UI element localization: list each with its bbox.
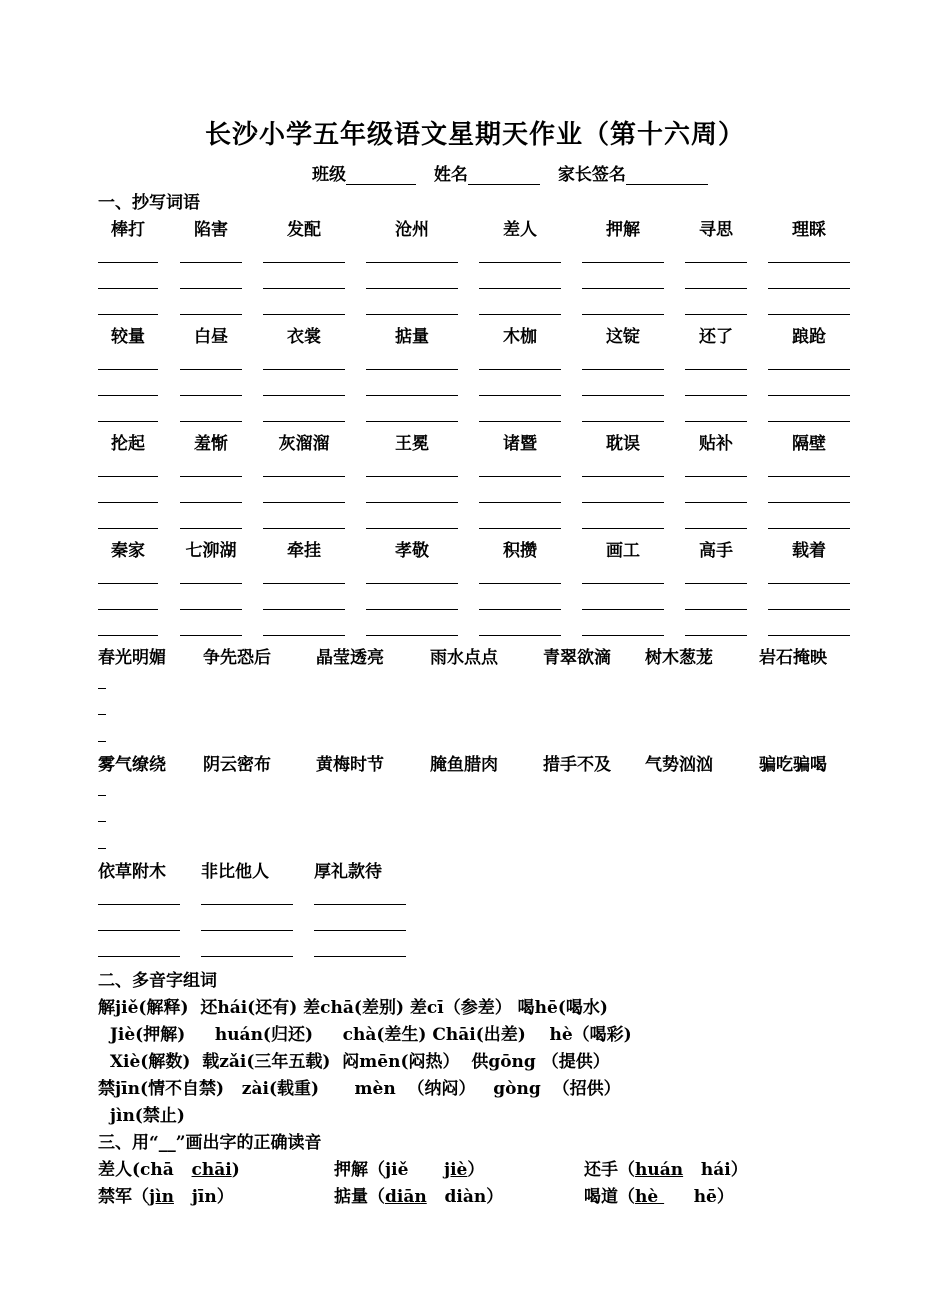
idiom: 阴云密布 (203, 755, 271, 775)
pronunciation-item (584, 1182, 734, 1207)
copy-word: 七泖湖 (185, 541, 237, 561)
writing-line[interactable] (98, 741, 106, 742)
writing-line[interactable] (479, 288, 561, 289)
writing-line[interactable] (201, 904, 293, 905)
writing-line[interactable] (582, 502, 664, 503)
writing-line[interactable] (201, 956, 293, 957)
underlined-answer: diān (385, 1187, 427, 1207)
writing-line[interactable] (263, 502, 345, 503)
copy-word: 寻思 (699, 220, 733, 240)
writing-line[interactable] (479, 528, 561, 529)
writing-line[interactable] (479, 609, 561, 610)
copy-word: 贴补 (699, 434, 733, 454)
writing-line[interactable] (768, 262, 850, 263)
student-info (312, 160, 708, 185)
writing-line[interactable] (685, 583, 747, 584)
writing-line[interactable] (180, 421, 242, 422)
idiom: 非比他人 (201, 862, 269, 882)
writing-line[interactable] (366, 476, 458, 477)
writing-line[interactable] (180, 635, 242, 636)
writing-line[interactable] (263, 421, 345, 422)
copy-word: 陷害 (194, 220, 228, 240)
copy-word: 羞惭 (194, 434, 228, 454)
writing-line[interactable] (479, 395, 561, 396)
idiom: 春光明媚 (98, 648, 166, 668)
writing-line[interactable] (98, 395, 158, 396)
writing-line[interactable] (98, 528, 158, 529)
writing-line[interactable] (180, 288, 242, 289)
writing-line[interactable] (479, 635, 561, 636)
writing-line[interactable] (768, 476, 850, 477)
copy-word: 载着 (792, 541, 826, 561)
writing-line[interactable] (768, 528, 850, 529)
writing-line[interactable] (366, 262, 458, 263)
pronunciation-item (334, 1155, 484, 1180)
item-text: 押解（jiě (334, 1160, 444, 1180)
writing-line[interactable] (479, 314, 561, 315)
idiom: 雨水点点 (430, 648, 498, 668)
item-text: hái） (683, 1160, 748, 1180)
writing-line[interactable] (263, 369, 345, 370)
writing-line[interactable] (366, 314, 458, 315)
item-text: diàn） (426, 1187, 504, 1207)
idiom: 岩石掩映 (759, 648, 827, 668)
writing-line[interactable] (366, 635, 458, 636)
copy-word: 较量 (111, 327, 145, 347)
pronunciation-item (98, 1182, 234, 1207)
writing-line[interactable] (314, 904, 406, 905)
writing-line[interactable] (366, 421, 458, 422)
copy-word: 掂量 (395, 327, 429, 347)
writing-line[interactable] (768, 288, 850, 289)
writing-line[interactable] (366, 583, 458, 584)
writing-line[interactable] (366, 502, 458, 503)
copy-word: 诸暨 (503, 434, 537, 454)
idiom: 气势汹汹 (645, 755, 713, 775)
writing-line[interactable] (768, 421, 850, 422)
writing-line[interactable] (98, 421, 158, 422)
writing-line[interactable] (768, 369, 850, 370)
idiom: 晶莹透亮 (316, 648, 384, 668)
writing-line[interactable] (582, 288, 664, 289)
copy-word: 牵挂 (287, 541, 321, 561)
copy-word: 沧州 (395, 220, 429, 240)
name-field[interactable] (468, 168, 540, 185)
writing-line[interactable] (768, 583, 850, 584)
polyphone-line: 禁jīn(情不自禁) zài(载重) mèn （纳闷） gòng （招供） (98, 1079, 621, 1099)
writing-line[interactable] (263, 262, 345, 263)
writing-line[interactable] (768, 502, 850, 503)
writing-line[interactable] (180, 476, 242, 477)
writing-line[interactable] (98, 714, 106, 715)
copy-word: 棒打 (111, 220, 145, 240)
writing-line[interactable] (685, 369, 747, 370)
copy-word: 这锭 (606, 327, 640, 347)
writing-line[interactable] (263, 288, 345, 289)
writing-line[interactable] (263, 476, 345, 477)
item-text: 差人(chā (98, 1160, 192, 1180)
writing-line[interactable] (582, 635, 664, 636)
underlined-answer: jìn (149, 1187, 174, 1207)
writing-line[interactable] (768, 635, 850, 636)
idiom: 青翠欲滴 (543, 648, 611, 668)
copy-word: 耽误 (606, 434, 640, 454)
writing-line[interactable] (685, 262, 747, 263)
writing-line[interactable] (98, 583, 158, 584)
copy-word: 王冕 (395, 434, 429, 454)
writing-line[interactable] (479, 583, 561, 584)
writing-line[interactable] (98, 369, 158, 370)
item-text: 禁军（ (98, 1187, 149, 1207)
copy-word: 木枷 (503, 327, 537, 347)
writing-line[interactable] (263, 609, 345, 610)
polyphone-line: 解jiě(解释) 还hái(还有) 差chā(差别) 差cī（参差） 喝hē(喝水) (98, 998, 608, 1018)
writing-line[interactable] (180, 502, 242, 503)
writing-line[interactable] (768, 314, 850, 315)
writing-line[interactable] (180, 395, 242, 396)
idiom: 雾气缭绕 (98, 755, 166, 775)
writing-line[interactable] (582, 476, 664, 477)
writing-line[interactable] (685, 502, 747, 503)
idiom: 腌鱼腊肉 (430, 755, 498, 775)
copy-word: 秦家 (111, 541, 145, 561)
writing-line[interactable] (180, 262, 242, 263)
idiom: 争先恐后 (203, 648, 271, 668)
copy-word: 还了 (699, 327, 733, 347)
item-text: 喝道（ (584, 1187, 635, 1207)
writing-line[interactable] (263, 583, 345, 584)
pronunciation-item (334, 1182, 503, 1207)
writing-line[interactable] (582, 395, 664, 396)
writing-line[interactable] (366, 288, 458, 289)
writing-line[interactable] (201, 930, 293, 931)
copy-word: 衣裳 (287, 327, 321, 347)
writing-line[interactable] (479, 502, 561, 503)
writing-line[interactable] (98, 635, 158, 636)
class-field[interactable] (346, 168, 416, 185)
writing-line[interactable] (180, 609, 242, 610)
item-text: ） (467, 1160, 485, 1180)
copy-word: 踉跄 (792, 327, 826, 347)
writing-line[interactable] (180, 528, 242, 529)
writing-line[interactable] (180, 369, 242, 370)
section2-heading: 二、多音字组词 (98, 971, 217, 991)
writing-line[interactable] (98, 476, 158, 477)
writing-line[interactable] (582, 609, 664, 610)
writing-line[interactable] (98, 288, 158, 289)
underlined-answer: jiè (443, 1160, 468, 1180)
idiom: 黄梅时节 (316, 755, 384, 775)
idiom: 骗吃骗喝 (759, 755, 827, 775)
writing-line[interactable] (180, 314, 242, 315)
writing-line[interactable] (263, 635, 345, 636)
copy-word: 画工 (606, 541, 640, 561)
writing-line[interactable] (479, 369, 561, 370)
writing-line[interactable] (685, 635, 747, 636)
pronunciation-item (584, 1155, 748, 1180)
writing-line[interactable] (479, 476, 561, 477)
writing-line[interactable] (685, 421, 747, 422)
writing-line[interactable] (685, 476, 747, 477)
item-text: 掂量（ (334, 1187, 385, 1207)
idiom: 措手不及 (543, 755, 611, 775)
writing-line[interactable] (98, 314, 158, 315)
parent-signature-label: 家长签名 (557, 165, 626, 185)
underlined-answer: huán (635, 1160, 684, 1180)
writing-line[interactable] (98, 821, 106, 822)
copy-word: 抡起 (111, 434, 145, 454)
writing-line[interactable] (685, 314, 747, 315)
writing-line[interactable] (479, 262, 561, 263)
writing-line[interactable] (366, 609, 458, 610)
writing-line[interactable] (98, 262, 158, 263)
underlined-answer: hè (635, 1187, 665, 1207)
idiom: 依草附木 (98, 862, 166, 882)
writing-line[interactable] (98, 848, 106, 849)
copy-word: 灰溜溜 (278, 434, 330, 454)
idiom: 厚礼款待 (314, 862, 382, 882)
writing-line[interactable] (366, 395, 458, 396)
writing-line[interactable] (582, 314, 664, 315)
copy-word: 积攒 (503, 541, 537, 561)
writing-line[interactable] (98, 609, 158, 610)
item-text: ) (231, 1160, 240, 1180)
writing-line[interactable] (768, 609, 850, 610)
copy-word: 孝敬 (395, 541, 429, 561)
writing-line[interactable] (98, 904, 180, 905)
pronunciation-item (98, 1155, 240, 1180)
class-label: 班级 (312, 165, 346, 185)
writing-line[interactable] (685, 528, 747, 529)
writing-line[interactable] (582, 421, 664, 422)
polyphone-line: Jiè(押解) huán(归还) chà(差生) Chāi(出差) hè（喝彩) (98, 1025, 632, 1045)
polyphone-line: jìn(禁止) (98, 1106, 185, 1126)
copy-word: 高手 (699, 541, 733, 561)
writing-line[interactable] (582, 583, 664, 584)
copy-word: 白昼 (194, 327, 228, 347)
writing-line[interactable] (685, 395, 747, 396)
name-label: 姓名 (433, 165, 468, 185)
writing-line[interactable] (582, 528, 664, 529)
item-text: jīn） (173, 1187, 234, 1207)
writing-line[interactable] (582, 262, 664, 263)
writing-line[interactable] (768, 395, 850, 396)
underlined-answer: chāi (191, 1160, 232, 1180)
parent-signature-field[interactable] (626, 168, 708, 185)
copy-word: 隔壁 (792, 434, 826, 454)
writing-line[interactable] (263, 314, 345, 315)
item-text: 还手（ (584, 1160, 635, 1180)
polyphone-line: Xiè(解数) 载zǎi(三年五载) 闷mēn(闷热） 供gōng （提供） (98, 1052, 610, 1072)
writing-line[interactable] (263, 528, 345, 529)
copy-word: 押解 (606, 220, 640, 240)
writing-line[interactable] (180, 583, 242, 584)
writing-line[interactable] (685, 288, 747, 289)
copy-word: 理睬 (792, 220, 826, 240)
writing-line[interactable] (366, 369, 458, 370)
writing-line[interactable] (685, 609, 747, 610)
copy-word: 发配 (287, 220, 321, 240)
writing-line[interactable] (98, 956, 180, 957)
page-title: 长沙小学五年级语文星期天作业（第十六周） (204, 120, 745, 150)
writing-line[interactable] (98, 930, 180, 931)
writing-line[interactable] (98, 502, 158, 503)
writing-line[interactable] (582, 369, 664, 370)
section3-heading: 三、用“__”画出字的正确读音 (98, 1133, 322, 1153)
writing-line[interactable] (479, 421, 561, 422)
writing-line[interactable] (263, 395, 345, 396)
item-text: hē） (664, 1187, 734, 1207)
writing-line[interactable] (98, 795, 106, 796)
writing-line[interactable] (314, 930, 406, 931)
writing-line[interactable] (366, 528, 458, 529)
section1-heading: 一、抄写词语 (98, 193, 200, 213)
writing-line[interactable] (314, 956, 406, 957)
writing-line[interactable] (98, 688, 106, 689)
idiom: 树木葱茏 (645, 648, 713, 668)
copy-word: 差人 (503, 220, 537, 240)
